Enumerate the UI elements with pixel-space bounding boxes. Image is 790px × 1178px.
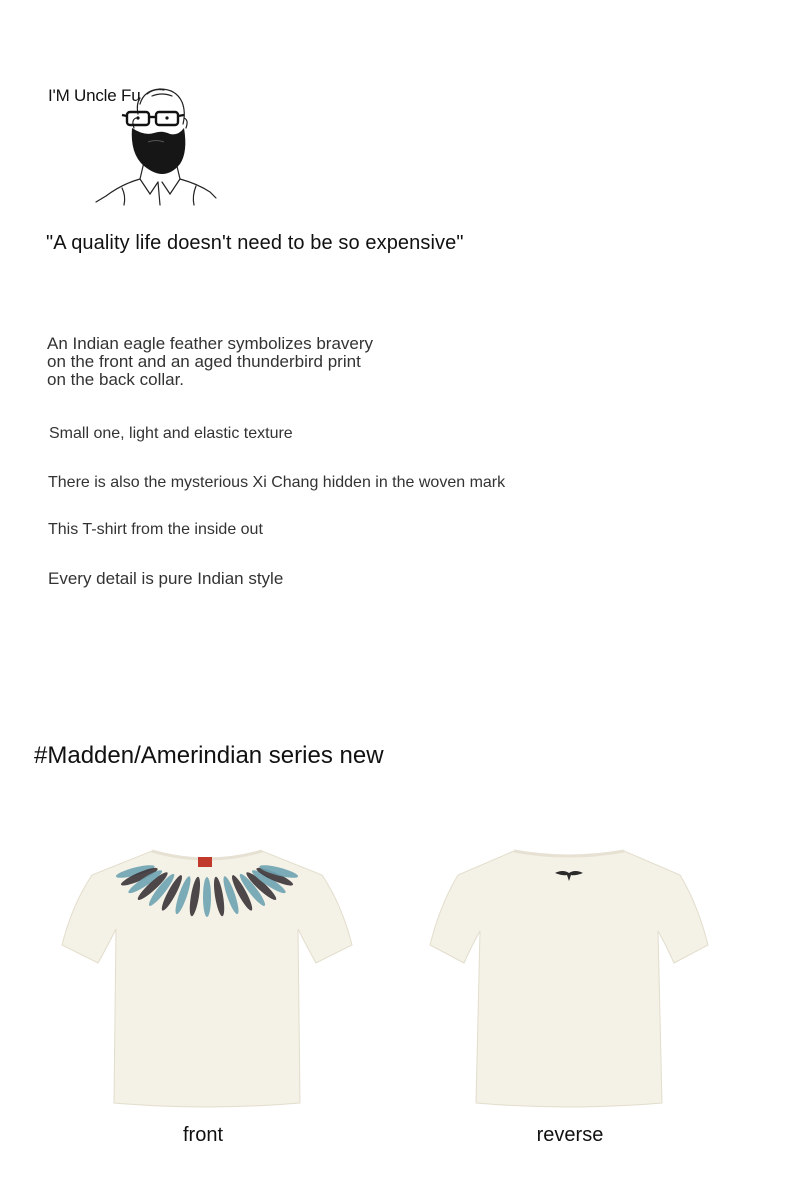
tshirt-back-thunderbird-icon — [428, 845, 710, 1110]
tshirt-front-feather-collar-icon — [60, 845, 355, 1110]
caption-front: front — [182, 1124, 224, 1146]
series-title: #Madden/Amerindian series new — [34, 742, 384, 769]
feature-line: There is also the mysterious Xi Chang hidden in the woven mark — [48, 474, 506, 491]
feature-line: This T-shirt from the inside out — [48, 521, 263, 538]
bearded-man-sketch-icon — [92, 84, 222, 206]
feature-line: Every detail is pure Indian style — [48, 569, 284, 588]
tagline-quote: "A quality life doesn't need to be so expensive" — [46, 232, 464, 254]
feather-shape — [203, 877, 211, 917]
brand-text: I'M Uncle Fu — [48, 86, 141, 105]
feature-line: Small one, light and elastic texture — [49, 425, 293, 442]
product-description: An Indian eagle feather symbolizes bravery on the front and an aged thunderbird print on the back collar. — [47, 334, 374, 389]
caption-reverse: reverse — [536, 1124, 604, 1146]
